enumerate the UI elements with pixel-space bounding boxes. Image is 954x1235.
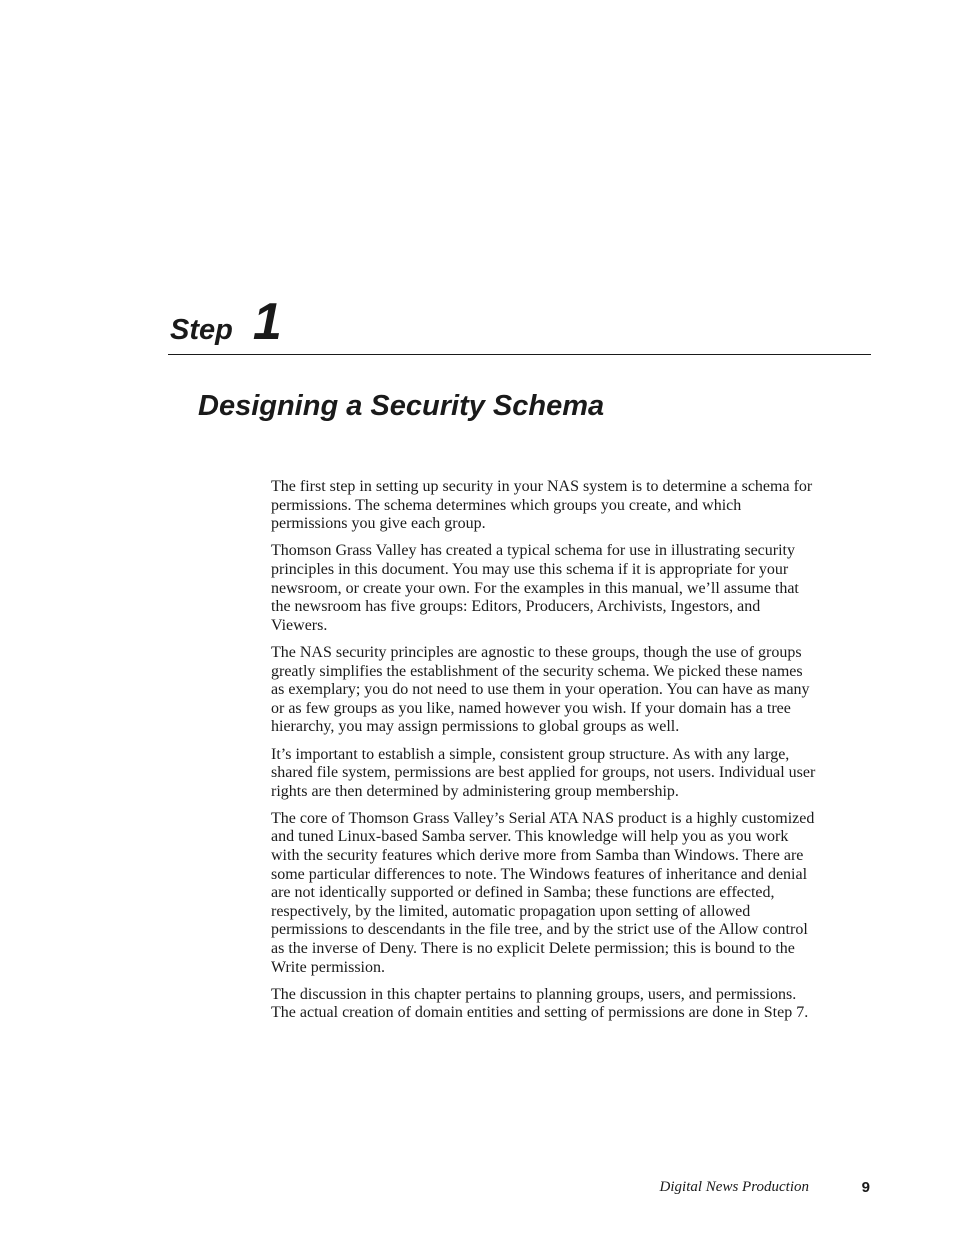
chapter-title: Designing a Security Schema: [198, 390, 605, 422]
paragraph: It’s important to establish a simple, consistent group structure. As with any large, shared file system, permissions are best applied for groups, not users. Individual user rights are then determined by administering group membership.: [271, 745, 816, 800]
footer-publication-title: Digital News Production: [659, 1179, 809, 1195]
step-number: 1: [252, 293, 282, 351]
body-text: [271, 478, 816, 1032]
paragraph: Thomson Grass Valley has created a typical schema for use in illustrating security principles in this document. You may use this schema if it is appropriate for your newsroom, or create your own. For the examples in this manual, we’ll assume that the newsroom has five groups: Editors, Producers, Archivists, Ingestors, and Viewers.: [271, 542, 799, 634]
footer-page-number: 9: [861, 1179, 870, 1196]
step-label: Step: [170, 314, 233, 346]
step-heading: [170, 292, 282, 352]
heading-divider: [168, 354, 871, 355]
paragraph: The core of Thomson Grass Valley’s Serial ATA NAS product is a highly customized and tuned Linux-based Samba server. This knowledge will help you as you work with the security features which derive more from Samba than Windows. There are some particular differences to note. The Windows features of inheritance and denial are not identically supported or defined in Samba; these functions are effected, respectively, by the limited, automatic propagation upon setting of allowed permissions to descendants in the file tree, and by the strict use of the Allow control as the inverse of Deny. There is no explicit Delete permission; this is bound to the Write permission.: [271, 809, 815, 976]
paragraph: The discussion in this chapter pertains to planning groups, users, and permissions. The actual creation of domain entities and setting of permissions are done in Step 7.: [271, 985, 809, 1022]
paragraph: The NAS security principles are agnostic to these groups, though the use of groups greatly simplifies the establishment of the security schema. We picked these names as exemplary; you do not need to use them in your operation. You can have as many or as few groups as you like, named however you wish. If your domain has a tree hierarchy, you may assign permissions to global groups as well.: [271, 643, 810, 736]
paragraph: The first step in setting up security in your NAS system is to determine a schema for permissions. The schema determines which groups you create, and which permissions you give each group.: [271, 478, 813, 533]
